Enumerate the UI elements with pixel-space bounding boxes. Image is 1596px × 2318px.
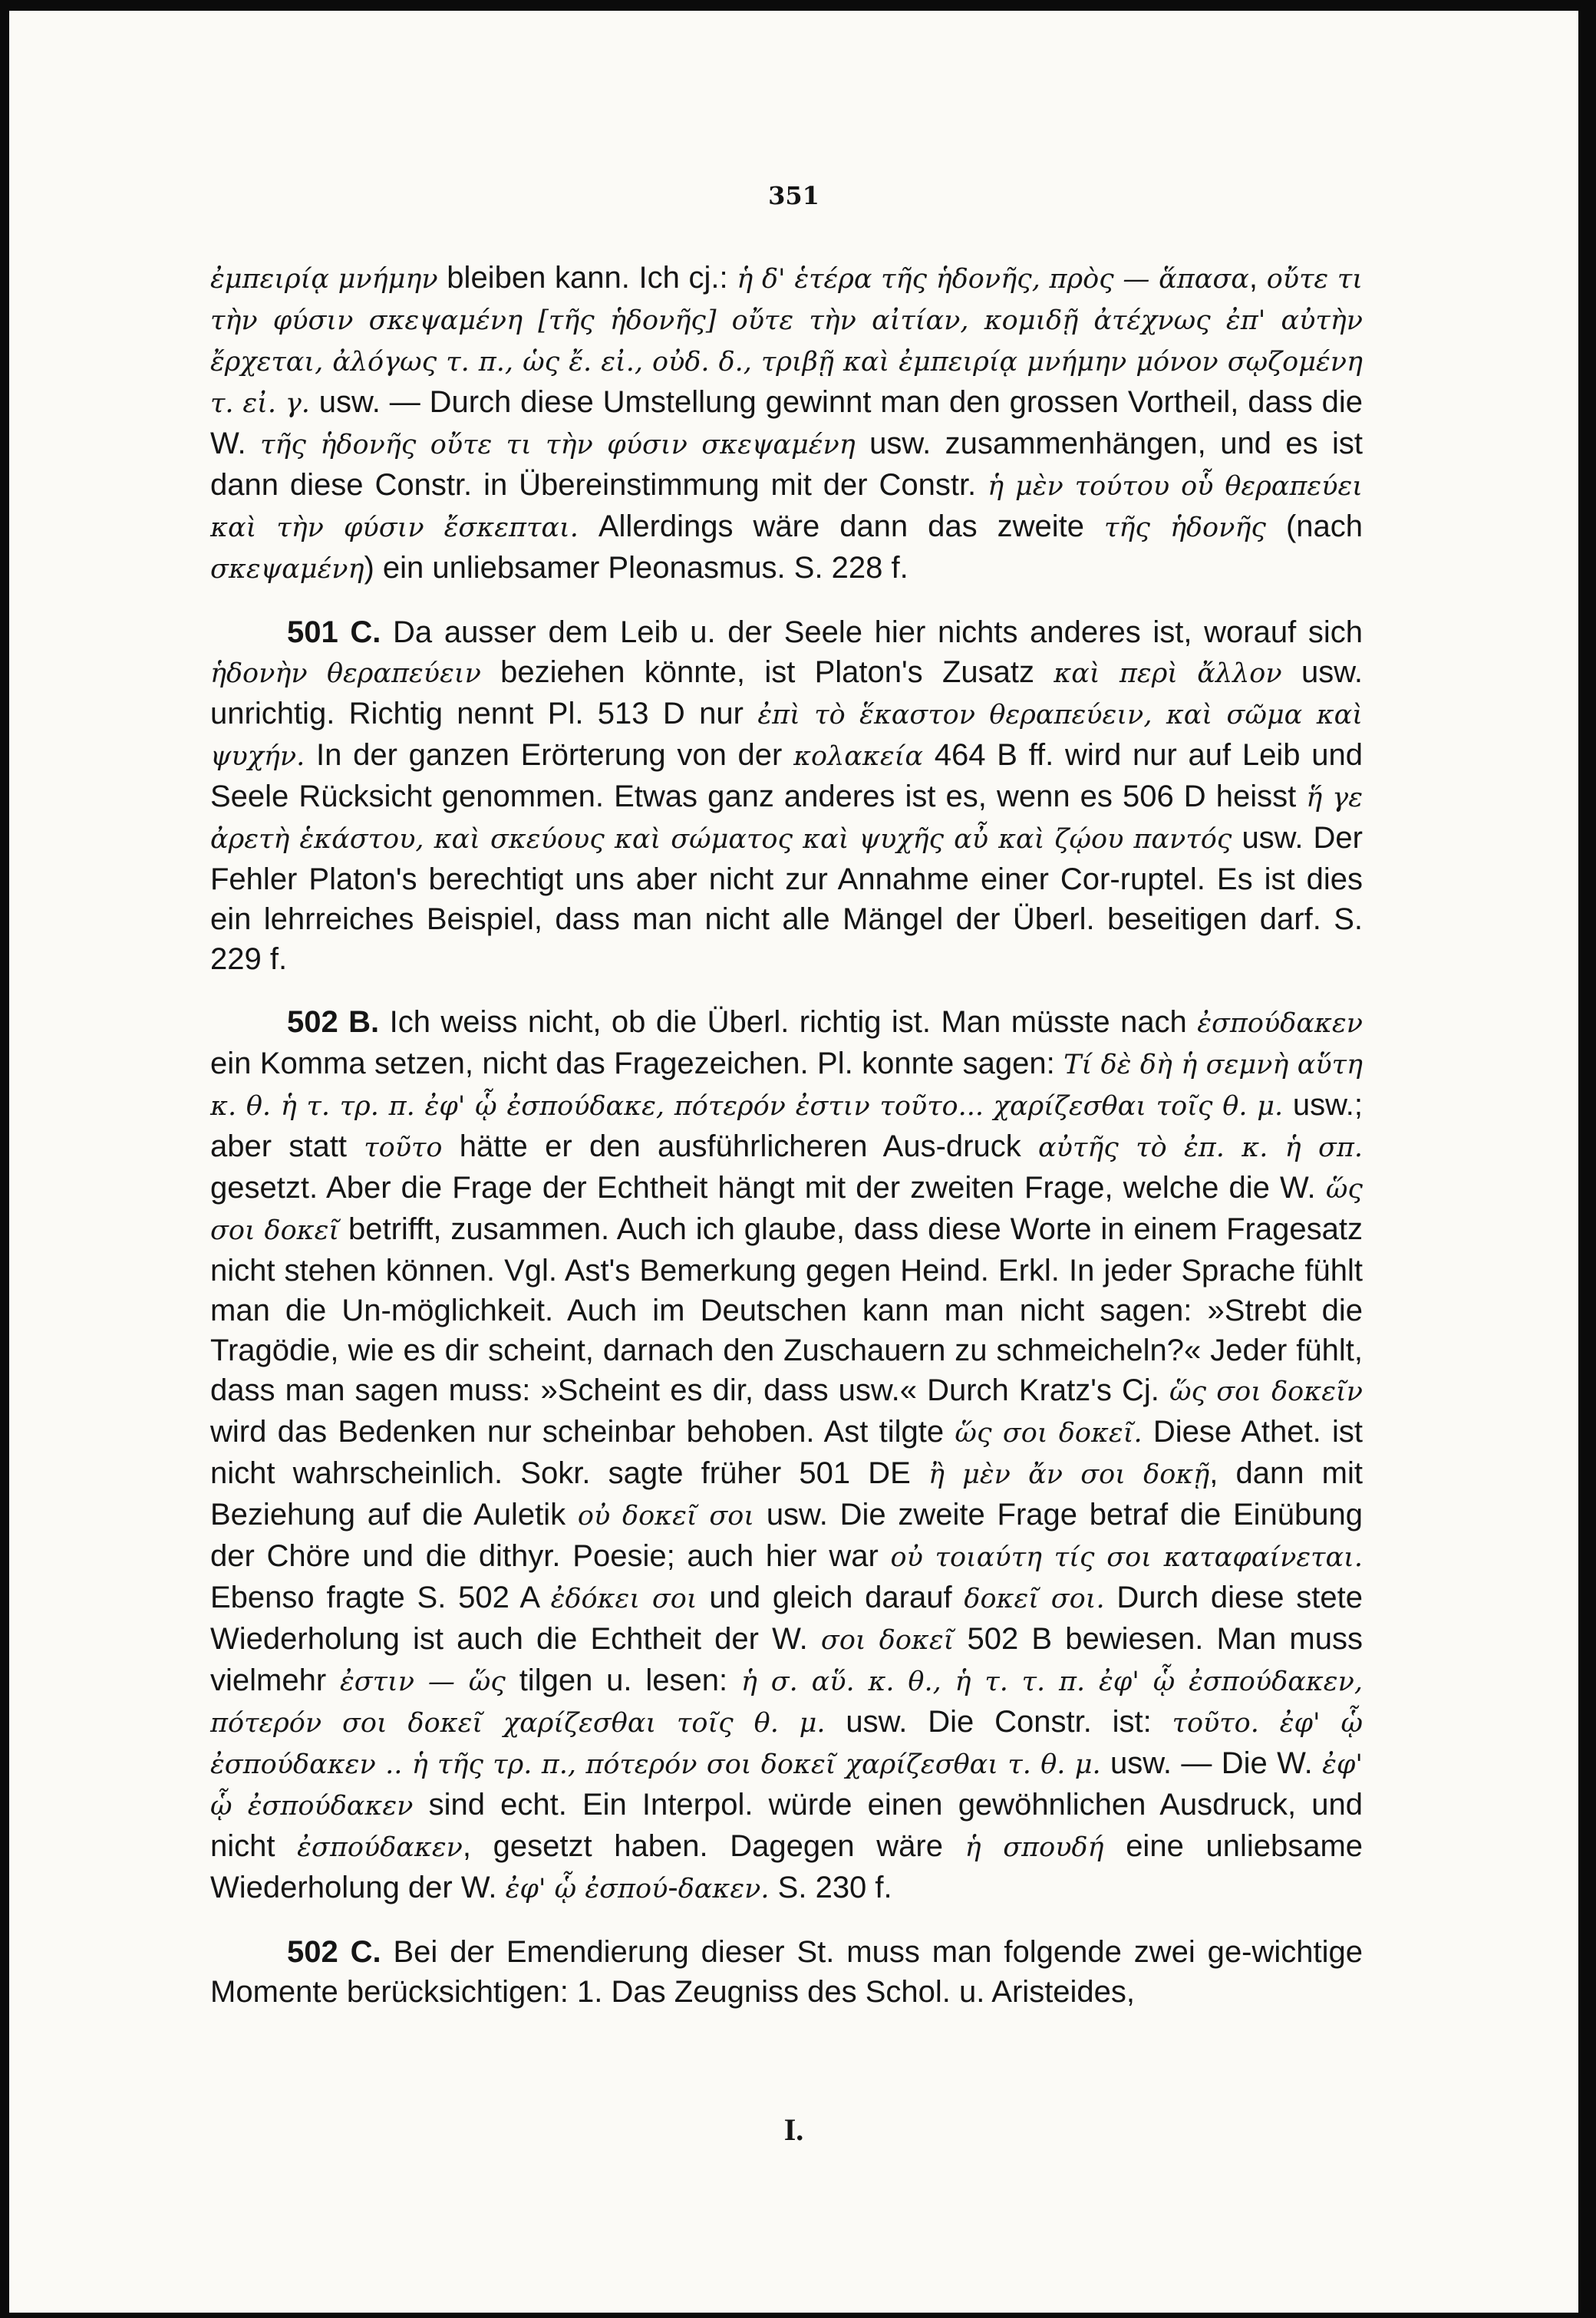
- section-reference: 502 B.: [287, 1005, 380, 1039]
- text-line: θεραπεύει καὶ τὴν φύσιν ἔσκεπται. Allerdings wäre dann das zweite τῆς ἡδονῆς: [210, 471, 1363, 543]
- paragraph-501-c: [210, 612, 1363, 979]
- text-line: dann mit Beziehung auf die Auletik οὐ δοκεῖ σοι usw. Die zweite Frage: [210, 1456, 1363, 1532]
- text-line: betraf die Einübung der Chöre und die dithyr. Poesie; auch hier war οὐ: [210, 1498, 1363, 1573]
- text-line: glaube, dass diese Worte in einem Fragesatz nicht stehen können. Vgl.: [210, 1212, 1363, 1288]
- text-line: man sagen muss: »Scheint es dir, dass usw.« Durch Kratz's Cj. ὥς σοι δοκεῖν: [285, 1373, 1363, 1407]
- paragraph-502-c: [210, 1932, 1363, 2012]
- text-line: ruptel. Es ist dies ein lehrreiches Beispiel, dass man nicht alle Mängel der: [210, 862, 1363, 936]
- text-line: ist dann diese Constr. in Übereinstimmung mit der Constr. ἡ μὲν τούτου οὗ: [210, 427, 1363, 502]
- text-line: δὲ δὴ ἡ σεμνὴ αὕτη κ. θ. ἡ τ. τρ. π. ἐφ' ᾧ ἐσπούδακε, πότερόν ἐστιν τοῦτο...: [210, 1050, 1363, 1122]
- section-reference: 502 C.: [287, 1935, 381, 1969]
- text-line: Dagegen wäre ἡ σπουδή eine unliebsame Wiederholung der W. ἐφ' ᾧ ἐσπού-: [210, 1829, 1364, 1904]
- text-line: sich ἡδονὴν θεραπεύειν beziehen könnte, ist Platon's Zusatz καὶ περὶ ἄλλον usw.: [210, 615, 1363, 689]
- signature-mark: I.: [783, 2112, 804, 2147]
- text-line: usw. Die Constr. ist: τοῦτο. ἐφ' ᾧ ἐσπούδακεν .. ἡ τῆς τρ. π., πότερόν σοι δοκεῖ: [210, 1705, 1363, 1780]
- text-line: χαρίζεσθαι τοῖς θ. μ. usw.; aber statt τοῦτο hätte er den ausführlicheren Aus-: [210, 1088, 1363, 1163]
- text-line: ἔρχεται, ἀλόγως τ. π., ὡς ἔ. εἰ., οὐδ. δ., τριβῇ καὶ ἐμπειρίᾳ μνήμην μόνον σῳζομένη τ. εἰ.: [210, 347, 1363, 419]
- text-line: würde einen gewöhnlichen Ausdruck, und nicht ἐσπούδακεν, gesetzt haben.: [210, 1788, 1363, 1863]
- text-line: 502 B. Ich weiss nicht, ob die Überl. richtig ist. Man müsste nach: [287, 1005, 1187, 1039]
- text-line: χαρίζεσθαι τ. θ. μ. usw. — Die W. ἐφ' ᾧ ἐσπούδακεν sind echt. Ein Interpol.: [210, 1746, 1363, 1822]
- text-line: darauf δοκεῖ σοι. Durch diese stete Wiederholung ist auch die Echtheit der W.: [210, 1581, 1363, 1656]
- text-line: σοι δοκεῖ 502 B bewiesen. Man muss vielmehr ἐστιν — ὥς tilgen u. lesen: ἡ σ.: [210, 1622, 1363, 1697]
- text-line: τοιαύτη τίς σοι καταφαίνεται. Ebenso fragte S. 502 A ἐδόκει σοι und gleich: [210, 1542, 1363, 1614]
- page-number: 351: [768, 181, 819, 210]
- body-text: [210, 258, 1363, 2012]
- text-line: möglichkeit. Auch im Deutschen kann man nicht sagen: »Strebt die Tragödie,: [210, 1294, 1363, 1367]
- paragraph-continuation: [210, 258, 1363, 589]
- text-line: wird das Bedenken nur scheinbar behoben. Ast tilgte ὥς σοι δοκεῖ. Diese: [210, 1415, 1232, 1449]
- text-line: 502 C. Bei der Emendierung dieser St. muss man folgende zwei ge-: [287, 1935, 1252, 1969]
- text-line: wichtige Momente berücksichtigen: 1. Das Zeugniss des Schol. u. Aristeides,: [210, 1935, 1363, 2009]
- text-line: der zweiten Frage, welche die W. ὥς σοι δοκεῖ betrifft, zusammen. Auch ich: [210, 1171, 1363, 1246]
- text-line: ἐμπειρίᾳ μνήμην bleiben kann. Ich cj.: ἡ δ' ἑτέρα τῆς ἡδονῆς, πρὸς — ἅπασα,: [210, 261, 1258, 295]
- text-line: γ. usw. — Durch diese Umstellung gewinnt man den grossen Vortheil, dass: [285, 385, 1313, 419]
- text-line: δακεν. S. 230 f.: [678, 1871, 892, 1904]
- text-line: und Seele Rücksicht genommen. Etwas ganz anderes ist es, wenn es 506 D: [210, 738, 1363, 813]
- text-line: οὔτε τι τὴν φύσιν σκεψαμένη [τῆς ἡδονῆς] οὔτε τὴν αἰτίαν, κομιδῇ ἀτέχνως ἐπ' αὐτὴν: [210, 264, 1363, 336]
- text-line: heisst ἥ γε ἀρετὴ ἑκάστου, καὶ σκεύους καὶ σώματος καὶ ψυχῆς αὖ καὶ ζῴου παντός: [210, 780, 1364, 855]
- text-line: Athet. ist nicht wahrscheinlich. Sokr. sagte früher 501 DE ἢ μὲν ἄν σοι δοκῇ,: [210, 1415, 1364, 1490]
- text-line: wie es dir scheint, darnach den Zuschauern zu schmeicheln?« Jeder fühlt, dass: [210, 1334, 1363, 1407]
- text-line: ἐσπούδακεν ein Komma setzen, nicht das Fragezeichen. Pl. konnte sagen: Τί: [210, 1008, 1363, 1080]
- text-line: αὕ. κ. θ., ἡ τ. τ. π. ἐφ' ᾧ ἐσπούδακεν, πότερόν σοι δοκεῖ χαρίζεσθαι τοῖς θ. μ.: [210, 1667, 1363, 1739]
- text-line: die W. τῆς ἡδονῆς οὔτε τι τὴν φύσιν σκεψαμένη usw. zusammenhängen, und es: [210, 385, 1363, 460]
- book-page: [9, 11, 1578, 2313]
- paragraph-502-b: [210, 1002, 1363, 1909]
- text-line: 501 C. Da ausser dem Leib u. der Seele hier nichts anderes ist, worauf: [287, 615, 1297, 649]
- text-line: unrichtig. Richtig nennt Pl. 513 D nur ἐπὶ τὸ ἕκαστον θεραπεύειν, καὶ σῶμα καὶ: [210, 697, 1364, 730]
- text-line: usw. Der Fehler Platon's berechtigt uns aber nicht zur Annahme einer Cor-: [210, 821, 1363, 896]
- text-line: Ast's Bemerkung gegen Heind. Erkl. In jeder Sprache fühlt man die Un-: [210, 1254, 1363, 1327]
- section-reference: 501 C.: [287, 615, 381, 649]
- text-line: Überl. beseitigen darf. S. 229 f.: [210, 902, 1364, 976]
- text-line: ψυχήν. In der ganzen Erörterung von der κολακεία 464 B ff. wird nur auf Leib: [210, 738, 1301, 772]
- text-line: druck αὐτῆς τὸ ἐπ. κ. ἡ σπ. gesetzt. Aber die Frage der Echtheit hängt mit: [210, 1129, 1363, 1205]
- text-line: (nach σκεψαμένη) ein unliebsamer Pleonasmus. S. 228 f.: [210, 509, 1363, 585]
